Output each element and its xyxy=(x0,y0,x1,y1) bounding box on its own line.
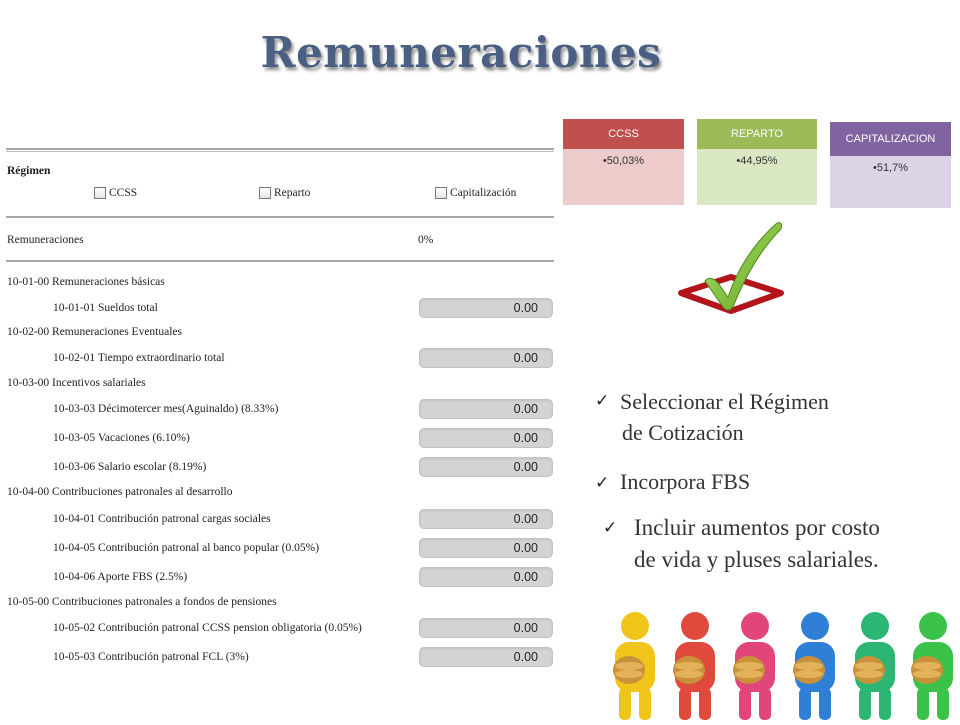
remuneraciones-percent: 0% xyxy=(418,234,434,246)
divider xyxy=(6,216,554,218)
divider xyxy=(6,148,554,150)
amount-field[interactable]: 0.00 xyxy=(419,618,553,638)
bullet-line: Incluir aumentos por costo xyxy=(634,515,880,540)
checkbox-box[interactable] xyxy=(435,187,447,199)
group-label: 10-01-00 Remuneraciones básicas xyxy=(7,276,165,288)
page-title: Remuneraciones xyxy=(260,28,662,77)
amount-field[interactable]: 0.00 xyxy=(419,457,553,477)
checkmark-box-icon xyxy=(673,213,789,326)
bullet-line: Incorpora FBS xyxy=(620,469,751,494)
regime-card-value: •44,95% xyxy=(697,149,817,205)
item-label: 10-01-01 Sueldos total xyxy=(53,302,158,314)
item-label: 10-03-06 Salario escolar (8.19%) xyxy=(53,461,207,473)
checkmark-box-icon xyxy=(673,213,789,326)
regime-card-value: •51,7% xyxy=(830,156,951,208)
bullet-line: de Cotización xyxy=(622,420,744,445)
amount-field[interactable]: 0.00 xyxy=(419,399,553,419)
item-label: 10-04-01 Contribución patronal cargas sociales xyxy=(53,513,271,525)
item-label: 10-04-06 Aporte FBS (2.5%) xyxy=(53,571,188,583)
group-label: 10-04-00 Contribuciones patronales al desarrollo xyxy=(7,486,233,498)
group-label: 10-02-00 Remuneraciones Eventuales xyxy=(7,326,182,338)
group-label: 10-05-00 Contribuciones patronales a fondos de pensiones xyxy=(7,596,277,608)
checkbox-capitalizacion[interactable] xyxy=(435,187,516,199)
group-label: 10-03-00 Incentivos salariales xyxy=(7,377,146,389)
item-label: 10-02-01 Tiempo extraordinario total xyxy=(53,352,225,364)
item-label: 10-03-05 Vacaciones (6.10%) xyxy=(53,432,190,444)
regime-card-capitalizacion xyxy=(830,122,951,208)
people-with-coins-icon xyxy=(595,608,960,720)
divider xyxy=(6,151,554,152)
checkbox-label: CCSS xyxy=(109,187,138,199)
check-bullet-icon: ✓ xyxy=(595,391,610,411)
regime-card-reparto xyxy=(697,119,817,205)
regime-card-value: •50,03% xyxy=(563,149,684,205)
regime-card-ccss xyxy=(563,119,684,205)
amount-field[interactable]: 0.00 xyxy=(419,348,553,368)
checkbox-reparto[interactable] xyxy=(259,187,310,199)
regime-card-header: REPARTO xyxy=(697,119,817,149)
amount-field[interactable]: 0.00 xyxy=(419,298,553,318)
regime-card-header: CAPITALIZACION xyxy=(830,122,951,156)
checkbox-label: Capitalización xyxy=(450,187,517,199)
amount-field[interactable]: 0.00 xyxy=(419,428,553,448)
regime-card-header: CCSS xyxy=(563,119,684,149)
check-bullet-icon: ✓ xyxy=(603,518,618,538)
checkbox-label: Reparto xyxy=(274,187,311,199)
item-label: 10-03-03 Décimotercer mes(Aguinaldo) (8.33%) xyxy=(53,403,279,415)
amount-field[interactable]: 0.00 xyxy=(419,509,553,529)
amount-field[interactable]: 0.00 xyxy=(419,567,553,587)
amount-field[interactable]: 0.00 xyxy=(419,647,553,667)
item-label: 10-05-03 Contribución patronal FCL (3%) xyxy=(53,651,249,663)
people-with-coins-icon xyxy=(595,608,960,720)
item-label: 10-04-05 Contribución patronal al banco popular (0.05%) xyxy=(53,542,320,554)
bullet-line: Seleccionar el Régimen xyxy=(620,389,829,414)
remuneraciones-label: Remuneraciones xyxy=(7,234,84,246)
checkbox-box[interactable] xyxy=(94,187,106,199)
amount-field[interactable]: 0.00 xyxy=(419,538,553,558)
check-bullet-icon: ✓ xyxy=(595,473,610,493)
regimen-label: Régimen xyxy=(7,165,51,177)
checkbox-box[interactable] xyxy=(259,187,271,199)
item-label: 10-05-02 Contribución patronal CCSS pension obligatoria (0.05%) xyxy=(53,622,362,634)
remuneraciones-form xyxy=(0,138,560,720)
bullet-line: de vida y pluses salariales. xyxy=(634,547,879,572)
checkbox-ccss[interactable] xyxy=(94,187,137,199)
divider xyxy=(6,260,554,262)
